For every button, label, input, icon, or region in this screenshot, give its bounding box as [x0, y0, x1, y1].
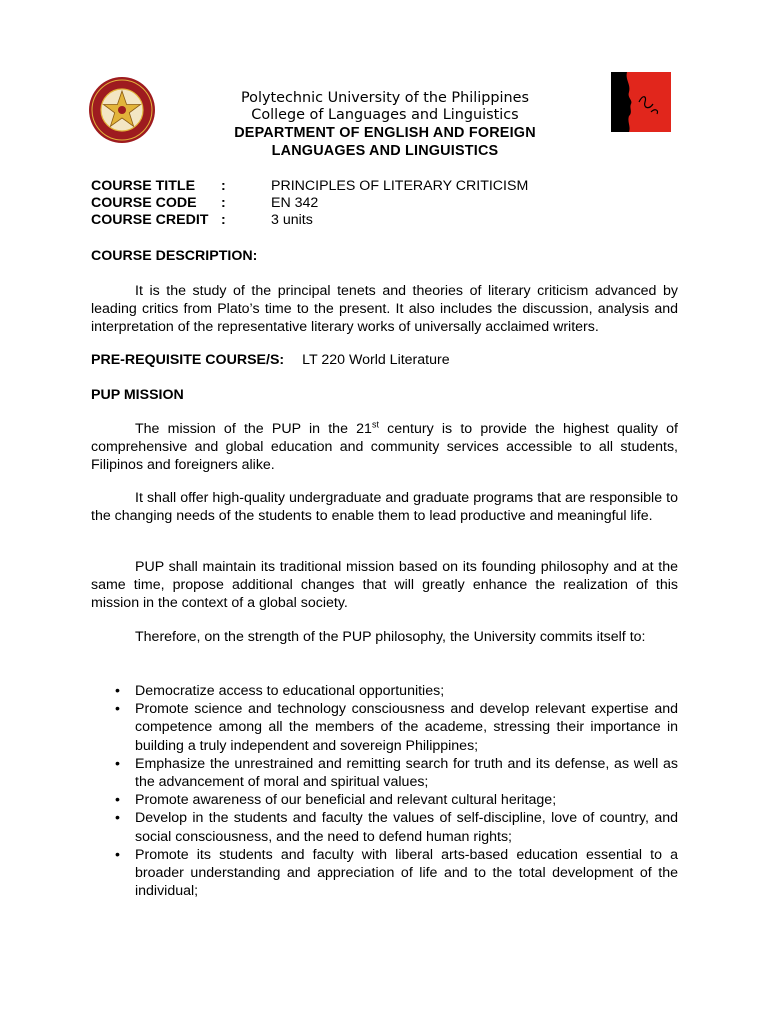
course-description-text: It is the study of the principal tenets and theories of literary criticism advanced by leading critics from Plato’s time to the present. It also includes the discussion, analysis and interpretation of the representative literary works of universally acclaimed writers.	[91, 283, 678, 336]
prerequisite-label: PRE-REQUISITE COURSE/S:	[91, 352, 285, 368]
list-item-text: Promote science and technology consciousness and develop relevant expertise and competence among all the members of the academe, stressing their importance in building a truly independent and sovereign Philippines;	[135, 701, 678, 754]
department-line-1: DEPARTMENT OF ENGLISH AND FOREIGN	[234, 125, 536, 141]
bullet-icon: •	[115, 755, 120, 772]
pup-seal-icon	[88, 76, 156, 144]
ordinal-suffix: st	[371, 419, 379, 430]
mission-p1-text: The mission of the PUP in the 21	[135, 421, 372, 437]
list-item-text: Promote awareness of our beneficial and relevant cultural heritage;	[135, 792, 557, 809]
mission-p1-text-cont: century is to provide the highest quality of comprehensive and global education and community services accessible to all students, Filipinos and foreigners alike.	[91, 421, 679, 474]
bullet-icon: •	[115, 846, 120, 863]
mission-paragraph-1	[91, 420, 678, 475]
college-name: College of Languages and Linguistics	[251, 107, 519, 123]
mission-paragraph-2: It shall offer high-quality undergraduate and graduate programs that are responsible to the changing needs of the students to enable them to lead productive and meaningful life.	[91, 490, 678, 525]
mission-paragraph-3: PUP shall maintain its traditional mission based on its founding philosophy and at the same time, propose additional changes that will greatly enhance the realization of this mission in the context of a global society.	[91, 559, 678, 612]
mission-paragraph-4: Therefore, on the strength of the PUP philosophy, the University commits itself to:	[135, 629, 646, 645]
course-title-value: PRINCIPLES OF LITERARY CRITICISM	[271, 178, 529, 194]
list-item	[91, 791, 678, 809]
department-line-2: LANGUAGES AND LINGUISTICS	[271, 143, 499, 159]
course-info-row	[91, 212, 528, 229]
course-credit-value: 3 units	[271, 212, 313, 229]
bullet-icon: •	[115, 701, 120, 718]
list-item	[91, 682, 678, 700]
colon: :	[221, 212, 226, 229]
list-item-text: Develop in the students and faculty the values of self-discipline, love of country, and social consciousness, and the need to defend human rights;	[135, 810, 678, 845]
document-header	[160, 90, 610, 160]
colon: :	[221, 178, 226, 194]
list-item-text: Emphasize the unrestrained and remitting search for truth and its defense, as well as the advancement of moral and spiritual values;	[135, 755, 678, 791]
prerequisite-value: LT 220 World Literature	[302, 352, 450, 368]
list-item	[91, 755, 678, 791]
college-logo-icon	[611, 72, 671, 132]
colon: :	[221, 195, 226, 212]
bullet-icon: •	[115, 810, 120, 827]
list-item	[91, 846, 678, 901]
university-name: Polytechnic University of the Philippines	[241, 90, 529, 106]
bullet-icon: •	[115, 792, 120, 809]
course-title-label: COURSE TITLE	[91, 178, 196, 194]
course-description-heading: COURSE DESCRIPTION:	[91, 248, 258, 264]
list-item	[91, 809, 678, 845]
mission-heading: PUP MISSION	[91, 387, 184, 403]
course-code-label: COURSE CODE	[91, 195, 197, 212]
course-code-value: EN 342	[271, 195, 319, 212]
course-credit-label: COURSE CREDIT	[91, 212, 209, 229]
course-info	[91, 178, 528, 230]
bullet-icon: •	[115, 683, 120, 699]
list-item-text: Democratize access to educational opportunities;	[135, 683, 445, 699]
course-info-row	[91, 195, 528, 212]
course-info-row	[91, 178, 528, 195]
commitments-list	[91, 682, 678, 900]
prerequisite	[91, 351, 678, 369]
list-item	[91, 700, 678, 755]
list-item-text: Promote its students and faculty with liberal arts-based education essential to a broader understanding and appreciation of life and to the total development of the individual;	[135, 846, 678, 900]
